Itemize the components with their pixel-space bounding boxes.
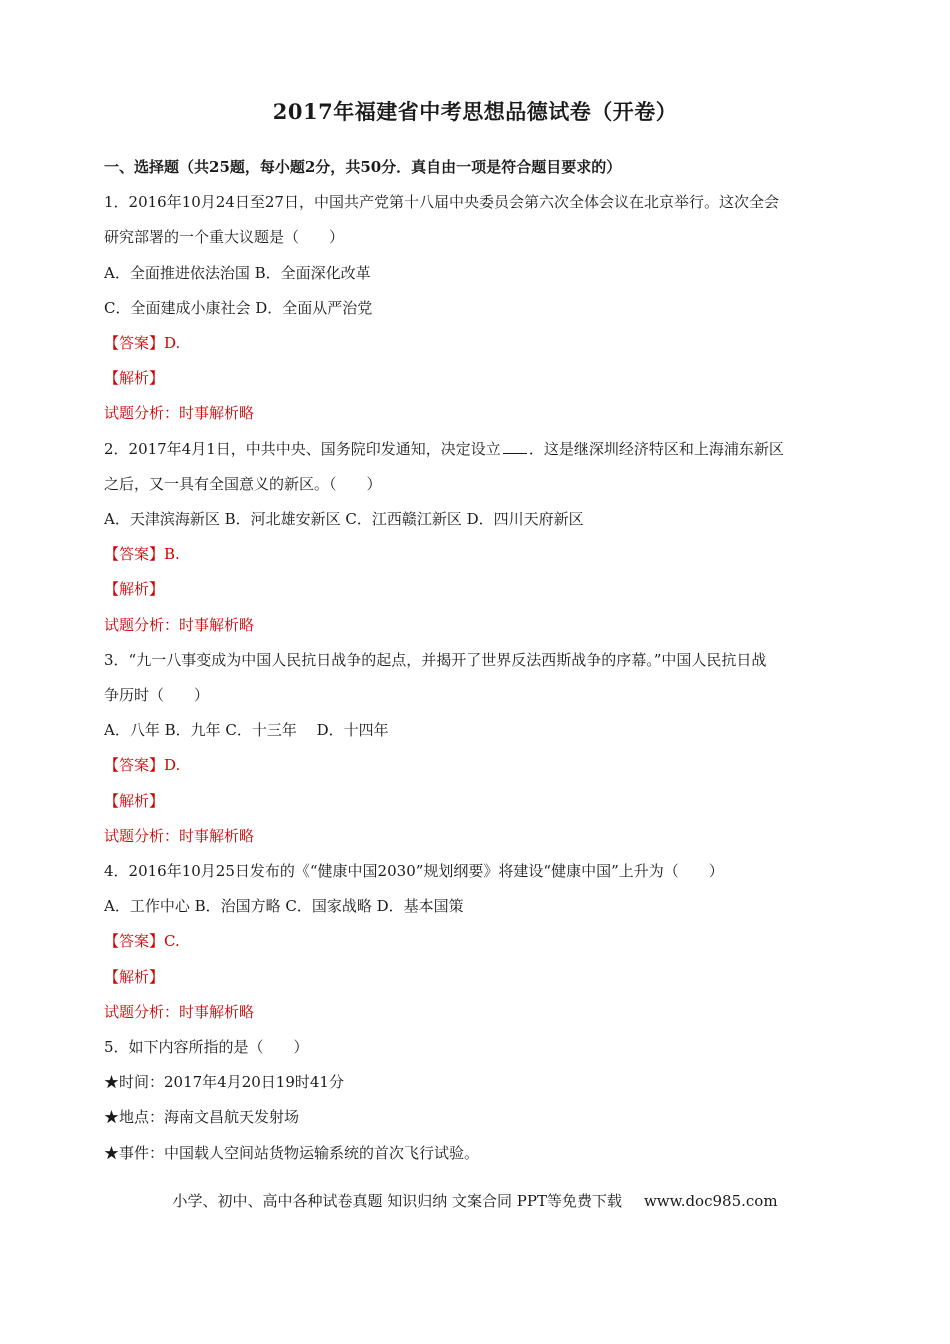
question-options: A．全面推进依法治国 B．全面深化改革	[104, 263, 371, 282]
question-3	[104, 643, 874, 854]
question-1	[104, 185, 874, 431]
question-stem: 研究部署的一个重大议题是（ ）	[104, 228, 345, 247]
question-detail-event: ★事件：中国载人空间站货物运输系统的首次飞行试验。	[104, 1143, 480, 1162]
analysis-text: 试题分析：时事解析略	[104, 615, 255, 634]
question-detail-place: ★地点：海南文昌航天发射场	[104, 1108, 300, 1127]
fill-blank	[503, 439, 527, 454]
question-stem: 5．如下内容所指的是（ ）	[104, 1038, 309, 1057]
footer-text: 小学、初中、高中各种试卷真题 知识归纳 文案合同 PPT等免费下载	[172, 1192, 622, 1210]
question-4	[104, 854, 874, 1030]
question-options: A．工作中心 B．治国方略 C．国家战略 D．基本国策	[104, 897, 464, 916]
question-stem: 3．“九一八事变成为中国人民抗日战争的起点，并揭开了世界反法西斯战争的序幕。”中国人民抗日战	[104, 650, 767, 669]
answer-line: 【答案】D.	[104, 756, 181, 775]
question-options: C．全面建成小康社会 D．全面从严治党	[104, 298, 373, 317]
analysis-label: 【解析】	[104, 580, 165, 599]
question-5	[104, 1030, 874, 1171]
question-stem: 争历时（ ）	[104, 686, 210, 705]
answer-line: 【答案】B.	[104, 545, 180, 564]
question-stem-part: ．这是继深圳经济特区和上海浦东新区	[528, 439, 784, 458]
question-options: A．天津滨海新区 B．河北雄安新区 C．江西赣江新区 D．四川天府新区	[104, 510, 584, 529]
analysis-text: 试题分析：时事解析略	[104, 404, 255, 423]
answer-line: 【答案】D.	[104, 334, 181, 353]
document-body	[104, 150, 874, 1171]
question-2	[104, 432, 874, 643]
footer-url[interactable]: www.doc985.com	[643, 1192, 778, 1210]
question-stem	[104, 432, 874, 467]
analysis-label: 【解析】	[104, 369, 165, 388]
section-heading: 一、选择题（共25题，每小题2分，共50分．真自由一项是符合题目要求的）	[104, 158, 622, 176]
analysis-text: 试题分析：时事解析略	[104, 826, 255, 845]
question-stem: 1．2016年10月24日至27日，中国共产党第十八届中央委员会第六次全体会议在北京举行。这次全会	[104, 193, 779, 212]
page-footer	[0, 1190, 950, 1211]
document-title: 2017年福建省中考思想品德试卷（开卷）	[272, 99, 678, 124]
question-stem: 4．2016年10月25日发布的《“健康中国2030”规划纲要》将建设“健康中国”上升为（ ）	[104, 862, 724, 881]
analysis-label: 【解析】	[104, 967, 165, 986]
question-stem-part: 2．2017年4月1日，中共中央、国务院印发通知，决定设立	[104, 439, 501, 458]
analysis-text: 试题分析：时事解析略	[104, 1002, 255, 1021]
analysis-label: 【解析】	[104, 791, 165, 810]
question-stem: 之后，又一具有全国意义的新区。（ ）	[104, 474, 382, 493]
question-options: A．八年 B．九年 C．十三年 D．十四年	[104, 721, 389, 740]
question-detail-time: ★时间：2017年4月20日19时41分	[104, 1073, 344, 1092]
answer-line: 【答案】C.	[104, 932, 180, 951]
